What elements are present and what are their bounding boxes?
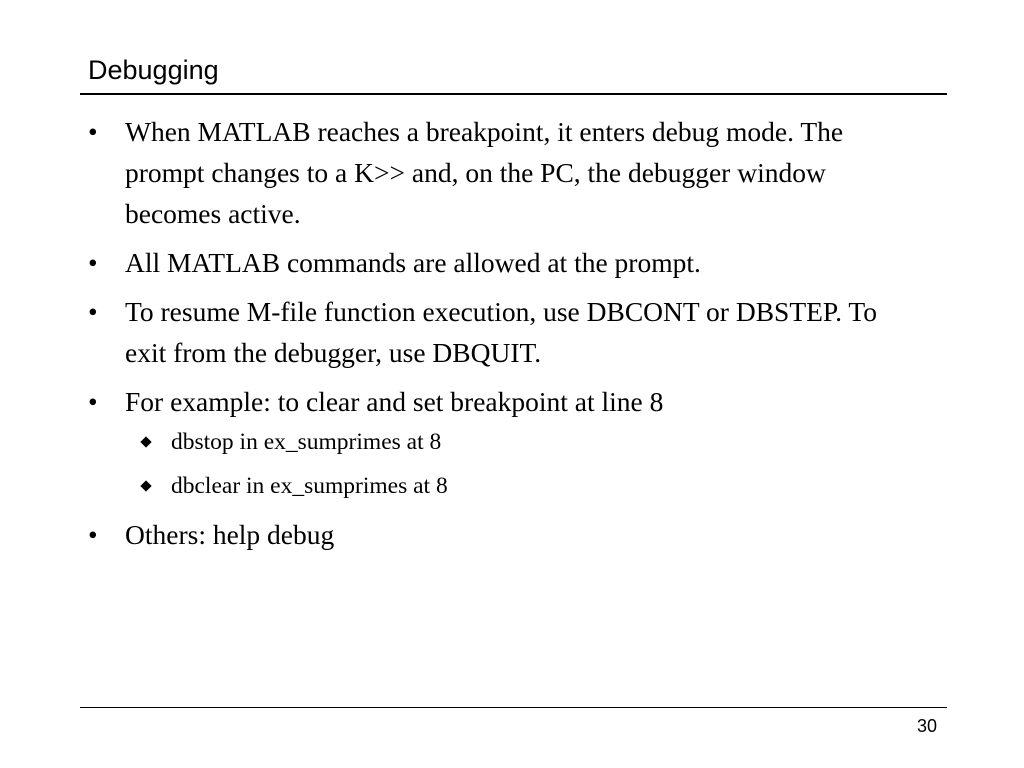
bullet-dot-icon: •	[88, 519, 98, 550]
bullet-text: Others: help debug	[125, 519, 335, 550]
bullet-item	[0, 242, 905, 283]
bullet-item	[0, 111, 905, 234]
sub-bullet-text: dbstop in ex_sumprimes at 8	[171, 429, 442, 455]
bullet-text: For example: to clear and set breakpoint at line 8	[125, 386, 664, 417]
bullet-item	[0, 291, 905, 373]
page-number: 30	[916, 716, 937, 736]
diamond-bullet-icon	[140, 480, 151, 491]
bullet-dot-icon: •	[88, 296, 98, 327]
bullet-text: All MATLAB commands are allowed at the prompt.	[125, 247, 701, 278]
bullet-item	[0, 514, 905, 555]
sub-bullet-item	[0, 426, 911, 459]
sub-bullet-text: dbclear in ex_sumprimes at 8	[171, 473, 448, 499]
bullet-item	[0, 381, 905, 422]
slide-content	[0, 111, 1024, 563]
bullet-dot-icon: •	[88, 386, 98, 417]
footer-divider	[80, 707, 947, 708]
bullet-text: To resume M-file function execution, use DBCONT or DBSTEP. To exit from the debugger, use DBQUIT.	[125, 296, 878, 368]
bullet-dot-icon: •	[88, 116, 98, 147]
sub-bullet-item	[0, 470, 911, 503]
bullet-dot-icon: •	[88, 247, 98, 278]
diamond-bullet-icon	[140, 436, 151, 447]
sub-list	[0, 426, 1024, 503]
title-divider	[80, 93, 947, 95]
slide-title: Debugging	[88, 55, 219, 85]
bullet-text: When MATLAB reaches a breakpoint, it enters debug mode. The prompt changes to a K>> and, on the PC, the debugger window becomes active.	[125, 116, 844, 229]
